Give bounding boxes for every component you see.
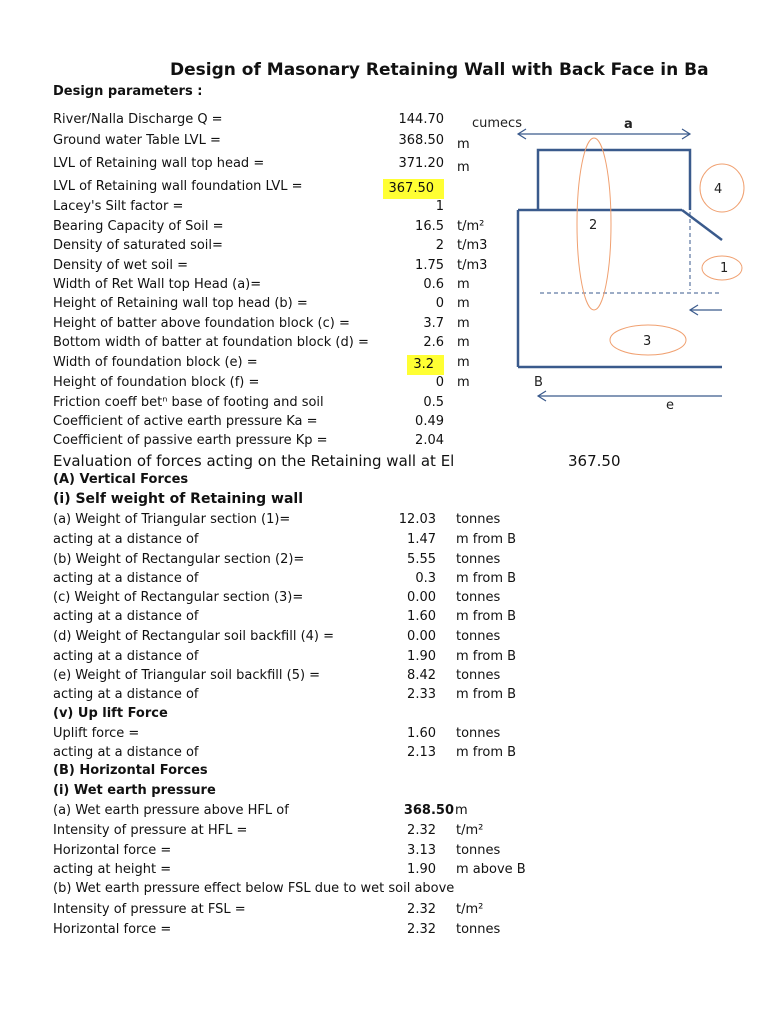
wet-row-label: Intensity of pressure at HFL = bbox=[53, 823, 248, 838]
force-row-unit: m from B bbox=[456, 687, 517, 702]
param-row-label: River/Nalla Discharge Q = bbox=[53, 112, 223, 127]
wet-row-label: Horizontal force = bbox=[53, 922, 172, 937]
param-row-label: LVL of Retaining wall top head = bbox=[53, 156, 265, 171]
param-row-unit: m bbox=[457, 316, 470, 331]
param-row-highlighted-value[interactable]: 3.2 bbox=[407, 355, 444, 375]
force-row-label: (e) Weight of Triangular soil backfill (5) = bbox=[53, 668, 321, 683]
page-title: Design of Masonary Retaining Wall with Back Face in Ba bbox=[170, 60, 709, 80]
wet-b-label: (b) Wet earth pressure effect below FSL due to wet soil above bbox=[53, 881, 455, 896]
dimension-e-label: e bbox=[666, 398, 674, 413]
wet-row-value: 2.32 bbox=[407, 902, 436, 917]
param-row-unit: t/m3 bbox=[457, 238, 488, 253]
force-row-value: 2.33 bbox=[407, 687, 436, 702]
force-row-value: 1.60 bbox=[407, 609, 436, 624]
param-row-value: 368.50 bbox=[398, 133, 444, 148]
param-row-unit: m bbox=[457, 355, 470, 370]
force-row-unit: tonnes bbox=[456, 668, 501, 683]
uplift-row-unit: tonnes bbox=[456, 726, 501, 741]
uplift-row-value: 1.60 bbox=[407, 726, 436, 741]
param-row-unit: m bbox=[457, 335, 470, 350]
wet-row-value: 1.90 bbox=[407, 862, 436, 877]
param-row-unit: m bbox=[457, 375, 470, 390]
wet-row-unit: t/m² bbox=[456, 902, 484, 917]
dimension-a-label: a bbox=[624, 117, 633, 132]
force-row-value: 1.47 bbox=[407, 532, 436, 547]
force-row-label: (d) Weight of Rectangular soil backfill (4) = bbox=[53, 629, 335, 644]
param-row-label: Height of batter above foundation block (c) = bbox=[53, 316, 350, 331]
param-row-label: Width of foundation block (e) = bbox=[53, 355, 258, 370]
wet-row-unit: tonnes bbox=[456, 843, 501, 858]
wet-a-unit: m bbox=[455, 803, 468, 818]
param-row-label: Lacey's Silt factor = bbox=[53, 199, 184, 214]
cumecs-label: cumecs bbox=[472, 116, 522, 131]
param-row-unit: m bbox=[457, 137, 470, 152]
self-weight-header: (i) Self weight of Retaining wall bbox=[53, 491, 303, 507]
force-row-unit: tonnes bbox=[456, 590, 501, 605]
param-row-value: 16.5 bbox=[415, 219, 444, 234]
param-row-value: 144.70 bbox=[398, 112, 444, 127]
param-row-label: Height of foundation block (f) = bbox=[53, 375, 260, 390]
param-row-value: 2.04 bbox=[415, 433, 444, 448]
section-1-label: 1 bbox=[720, 261, 729, 276]
force-row-label: acting at a distance of bbox=[53, 532, 199, 547]
uplift-row-value: 2.13 bbox=[407, 745, 436, 760]
param-row-value: 0.49 bbox=[415, 414, 444, 429]
wet-row-unit: m above B bbox=[456, 862, 526, 877]
param-row-value: 0.6 bbox=[423, 277, 444, 292]
param-row-value: 2 bbox=[435, 238, 444, 253]
force-row-value: 1.90 bbox=[407, 649, 436, 664]
param-row-unit: m bbox=[457, 277, 470, 292]
force-row-unit: m from B bbox=[456, 532, 517, 547]
uplift-row-label: acting at a distance of bbox=[53, 745, 199, 760]
force-row-unit: tonnes bbox=[456, 512, 501, 527]
force-row-unit: m from B bbox=[456, 609, 517, 624]
force-row-label: acting at a distance of bbox=[53, 571, 199, 586]
force-row-value: 0.3 bbox=[415, 571, 436, 586]
param-row-unit: t/m3 bbox=[457, 258, 488, 273]
param-row-label: LVL of Retaining wall foundation LVL = bbox=[53, 179, 303, 194]
force-row-unit: m from B bbox=[456, 571, 517, 586]
vertical-forces-header: (A) Vertical Forces bbox=[53, 472, 189, 487]
horizontal-forces-header: (B) Horizontal Forces bbox=[53, 763, 208, 778]
param-row-value: 0.5 bbox=[423, 395, 444, 410]
force-row-label: acting at a distance of bbox=[53, 649, 199, 664]
wet-row-value: 2.32 bbox=[407, 823, 436, 838]
force-row-value: 12.03 bbox=[398, 512, 436, 527]
param-row-label: Ground water Table LVL = bbox=[53, 133, 221, 148]
param-row-label: Width of Ret Wall top Head (a)= bbox=[53, 277, 262, 292]
force-row-value: 8.42 bbox=[407, 668, 436, 683]
force-row-value: 5.55 bbox=[407, 552, 436, 567]
force-row-label: (c) Weight of Rectangular section (3)= bbox=[53, 590, 304, 605]
evaluation-value: 367.50 bbox=[568, 452, 621, 470]
design-parameters-header: Design parameters : bbox=[53, 84, 203, 99]
param-row-label: Coefficient of active earth pressure Ka = bbox=[53, 414, 318, 429]
section-2-label: 2 bbox=[589, 218, 598, 233]
uplift-row-unit: m from B bbox=[456, 745, 517, 760]
param-row-label: Bottom width of batter at foundation block (d) = bbox=[53, 335, 369, 350]
param-row-unit: t/m² bbox=[457, 219, 485, 234]
force-row-value: 0.00 bbox=[407, 590, 436, 605]
param-row-label: Coefficient of passive earth pressure Kp = bbox=[53, 433, 328, 448]
wet-row-unit: tonnes bbox=[456, 922, 501, 937]
force-row-label: acting at a distance of bbox=[53, 687, 199, 702]
wet-a-value: 368.50 bbox=[403, 803, 454, 818]
retaining-wall-diagram bbox=[0, 0, 768, 420]
param-row-label: Friction coeff betⁿ base of footing and soil bbox=[53, 395, 324, 410]
wet-earth-header: (i) Wet earth pressure bbox=[53, 783, 216, 798]
param-row-value: 1 bbox=[435, 199, 444, 214]
param-row-unit: m bbox=[457, 296, 470, 311]
force-row-label: (a) Weight of Triangular section (1)= bbox=[53, 512, 291, 527]
wet-row-label: Intensity of pressure at FSL = bbox=[53, 902, 246, 917]
param-row-label: Height of Retaining wall top head (b) = bbox=[53, 296, 308, 311]
force-row-label: acting at a distance of bbox=[53, 609, 199, 624]
wet-row-label: acting at height = bbox=[53, 862, 172, 877]
wet-row-value: 3.13 bbox=[407, 843, 436, 858]
force-row-unit: m from B bbox=[456, 649, 517, 664]
wet-row-value: 2.32 bbox=[407, 922, 436, 937]
section-3-label: 3 bbox=[643, 334, 652, 349]
param-row-highlighted-value[interactable]: 367.50 bbox=[383, 179, 445, 199]
param-row-label: Bearing Capacity of Soil = bbox=[53, 219, 224, 234]
param-row-value: 1.75 bbox=[415, 258, 444, 273]
param-row-value: 3.7 bbox=[423, 316, 444, 331]
section-4-label: 4 bbox=[714, 182, 723, 197]
wet-a-label: (a) Wet earth pressure above HFL of bbox=[53, 803, 289, 818]
evaluation-label: Evaluation of forces acting on the Retaining wall at El bbox=[53, 452, 455, 470]
param-row-value: 0 bbox=[435, 375, 444, 390]
param-row-value: 371.20 bbox=[398, 156, 444, 171]
uplift-header: (v) Up lift Force bbox=[53, 706, 168, 721]
point-b-label: B bbox=[534, 375, 543, 390]
param-row-unit: m bbox=[457, 160, 470, 175]
uplift-row-label: Uplift force = bbox=[53, 726, 140, 741]
param-row-value: 0 bbox=[435, 296, 444, 311]
force-row-value: 0.00 bbox=[407, 629, 436, 644]
force-row-unit: tonnes bbox=[456, 629, 501, 644]
param-row-label: Density of saturated soil= bbox=[53, 238, 223, 253]
force-row-unit: tonnes bbox=[456, 552, 501, 567]
force-row-label: (b) Weight of Rectangular section (2)= bbox=[53, 552, 305, 567]
param-row-value: 2.6 bbox=[423, 335, 444, 350]
param-row-label: Density of wet soil = bbox=[53, 258, 189, 273]
wet-row-unit: t/m² bbox=[456, 823, 484, 838]
wet-row-label: Horizontal force = bbox=[53, 843, 172, 858]
